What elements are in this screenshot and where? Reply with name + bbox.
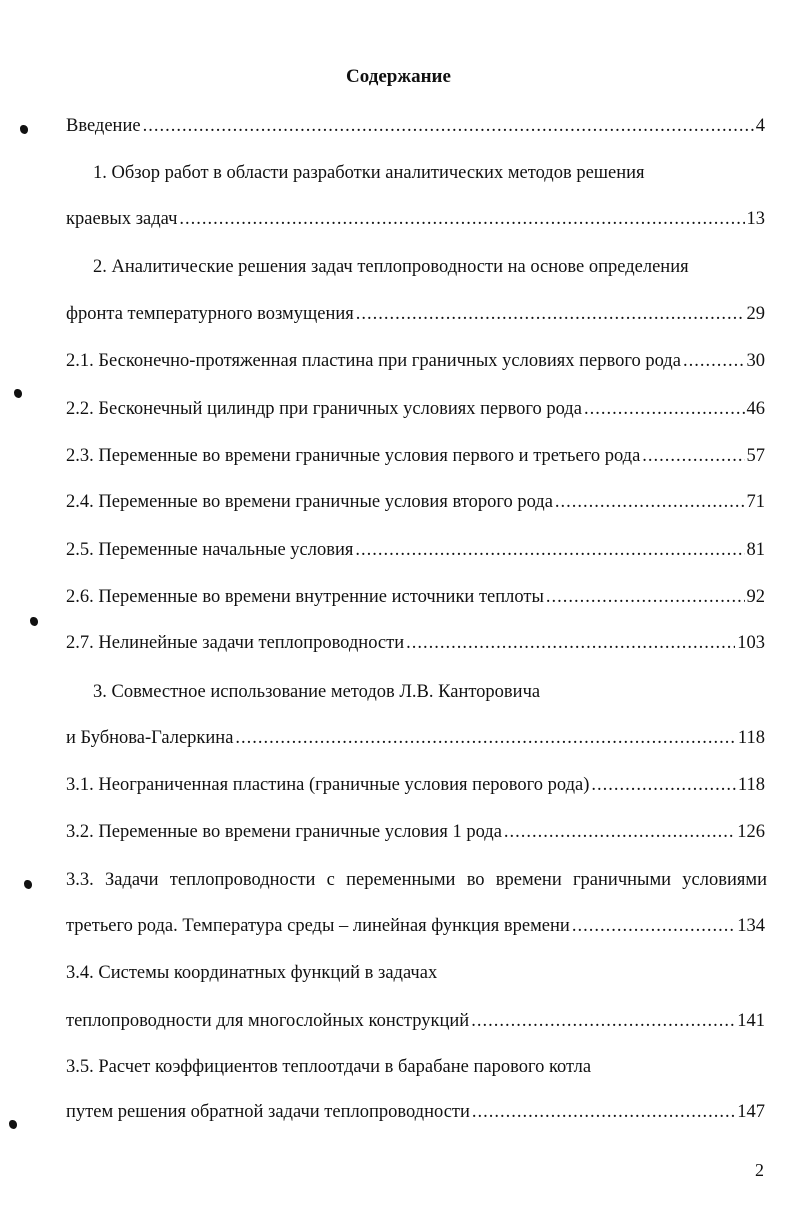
toc-entry-2-6[interactable] — [66, 584, 765, 610]
toc-label: 3.1. Неограниченная пластина (граничные условия перового рода) — [66, 775, 590, 795]
toc-leader — [472, 1099, 735, 1125]
scan-mark — [14, 389, 22, 398]
toc-leader — [179, 206, 744, 232]
toc-entry-ch3[interactable] — [66, 725, 765, 751]
toc-entry-ch2-line1[interactable]: 2. Аналитические решения задач теплопроводности на основе определения — [93, 257, 689, 277]
toc-leader — [356, 301, 745, 327]
toc-entry-ch3-line1[interactable]: 3. Совместное использование методов Л.В. Канторовича — [93, 682, 541, 702]
page-number: 2 — [755, 1160, 764, 1180]
toc-page: 126 — [737, 822, 765, 842]
toc-leader — [546, 584, 745, 610]
toc-label: 2.2. Бесконечный цилиндр при граничных условиях первого рода — [66, 399, 582, 419]
scan-mark — [20, 125, 28, 134]
scan-mark — [30, 617, 38, 626]
toc-label: 3.2. Переменные во времени граничные условия 1 рода — [66, 822, 502, 842]
toc-leader — [591, 772, 736, 798]
toc-entry-3-2[interactable] — [66, 819, 765, 845]
toc-entry-2-5[interactable] — [66, 537, 765, 563]
toc-leader — [471, 1008, 735, 1034]
toc-page: 4 — [755, 116, 765, 136]
toc-leader — [143, 113, 754, 139]
toc-label: 2.3. Переменные во времени граничные условия первого и третьего рода — [66, 446, 641, 466]
toc-label: 2.5. Переменные начальные условия — [66, 540, 354, 560]
toc-label: 2.1. Бесконечно-протяженная пластина при граничных условиях первого рода — [66, 351, 681, 371]
toc-leader — [572, 913, 735, 939]
toc-label: краевых задач — [66, 209, 178, 229]
toc-page: 103 — [737, 633, 765, 653]
toc-entry-2-7[interactable] — [66, 630, 765, 656]
toc-entry-intro[interactable] — [66, 113, 765, 139]
toc-leader — [584, 396, 745, 422]
toc-page: 147 — [737, 1102, 765, 1122]
scan-mark — [24, 880, 32, 889]
toc-entry-2-2[interactable] — [66, 396, 765, 422]
toc-entry-3-5[interactable] — [66, 1099, 765, 1125]
toc-label: 2.4. Переменные во времени граничные условия второго рода — [66, 492, 553, 512]
toc-leader — [504, 819, 735, 845]
toc-entry-2-3[interactable] — [66, 443, 765, 469]
toc-leader — [683, 348, 745, 374]
toc-entry-3-3[interactable] — [66, 913, 765, 939]
toc-leader — [355, 537, 744, 563]
toc-entry-3-4-line1[interactable]: 3.4. Системы координатных функций в задачах — [66, 963, 438, 983]
scan-mark — [9, 1120, 17, 1129]
toc-page: 141 — [737, 1011, 765, 1031]
toc-entry-ch1[interactable] — [66, 206, 765, 232]
toc-entry-3-1[interactable] — [66, 772, 765, 798]
toc-page: 29 — [746, 304, 765, 324]
toc-page: 71 — [746, 492, 765, 512]
toc-entry-3-5-line1[interactable]: 3.5. Расчет коэффициентов теплоотдачи в барабане парового котла — [66, 1057, 592, 1077]
toc-leader — [555, 489, 745, 515]
toc-entry-3-4[interactable] — [66, 1008, 765, 1034]
toc-label: 2.7. Нелинейные задачи теплопроводности — [66, 633, 405, 653]
toc-entry-3-3-line1[interactable]: 3.3. Задачи теплопроводности с переменными во времени граничными условиями — [66, 870, 767, 890]
page-title: Содержание — [346, 66, 451, 87]
toc-label: теплопроводности для многослойных конструкций — [66, 1011, 470, 1031]
toc-page: 118 — [737, 728, 765, 748]
toc-label: Введение — [66, 116, 141, 136]
toc-label: фронта температурного возмущения — [66, 304, 354, 324]
toc-label: третьего рода. Температура среды – линейная функция времени — [66, 916, 570, 936]
toc-page: 81 — [746, 540, 765, 560]
toc-entry-2-1[interactable] — [66, 348, 765, 374]
toc-entry-ch1-line1[interactable]: 1. Обзор работ в области разработки аналитических методов решения — [93, 163, 645, 183]
toc-label: и Бубнова-Галеркина — [66, 728, 234, 748]
toc-leader — [406, 630, 735, 656]
toc-label: 2.6. Переменные во времени внутренние источники теплоты — [66, 587, 544, 607]
toc-page: 118 — [737, 775, 765, 795]
toc-leader — [235, 725, 736, 751]
toc-page: 46 — [746, 399, 765, 419]
toc-label: путем решения обратной задачи теплопроводности — [66, 1102, 470, 1122]
toc-leader — [642, 443, 744, 469]
toc-page: 13 — [746, 209, 765, 229]
toc-page: 30 — [746, 351, 765, 371]
toc-page: 57 — [746, 446, 765, 466]
toc-entry-ch2[interactable] — [66, 301, 765, 327]
toc-page: 134 — [737, 916, 765, 936]
toc-entry-2-4[interactable] — [66, 489, 765, 515]
toc-page: 92 — [746, 587, 765, 607]
